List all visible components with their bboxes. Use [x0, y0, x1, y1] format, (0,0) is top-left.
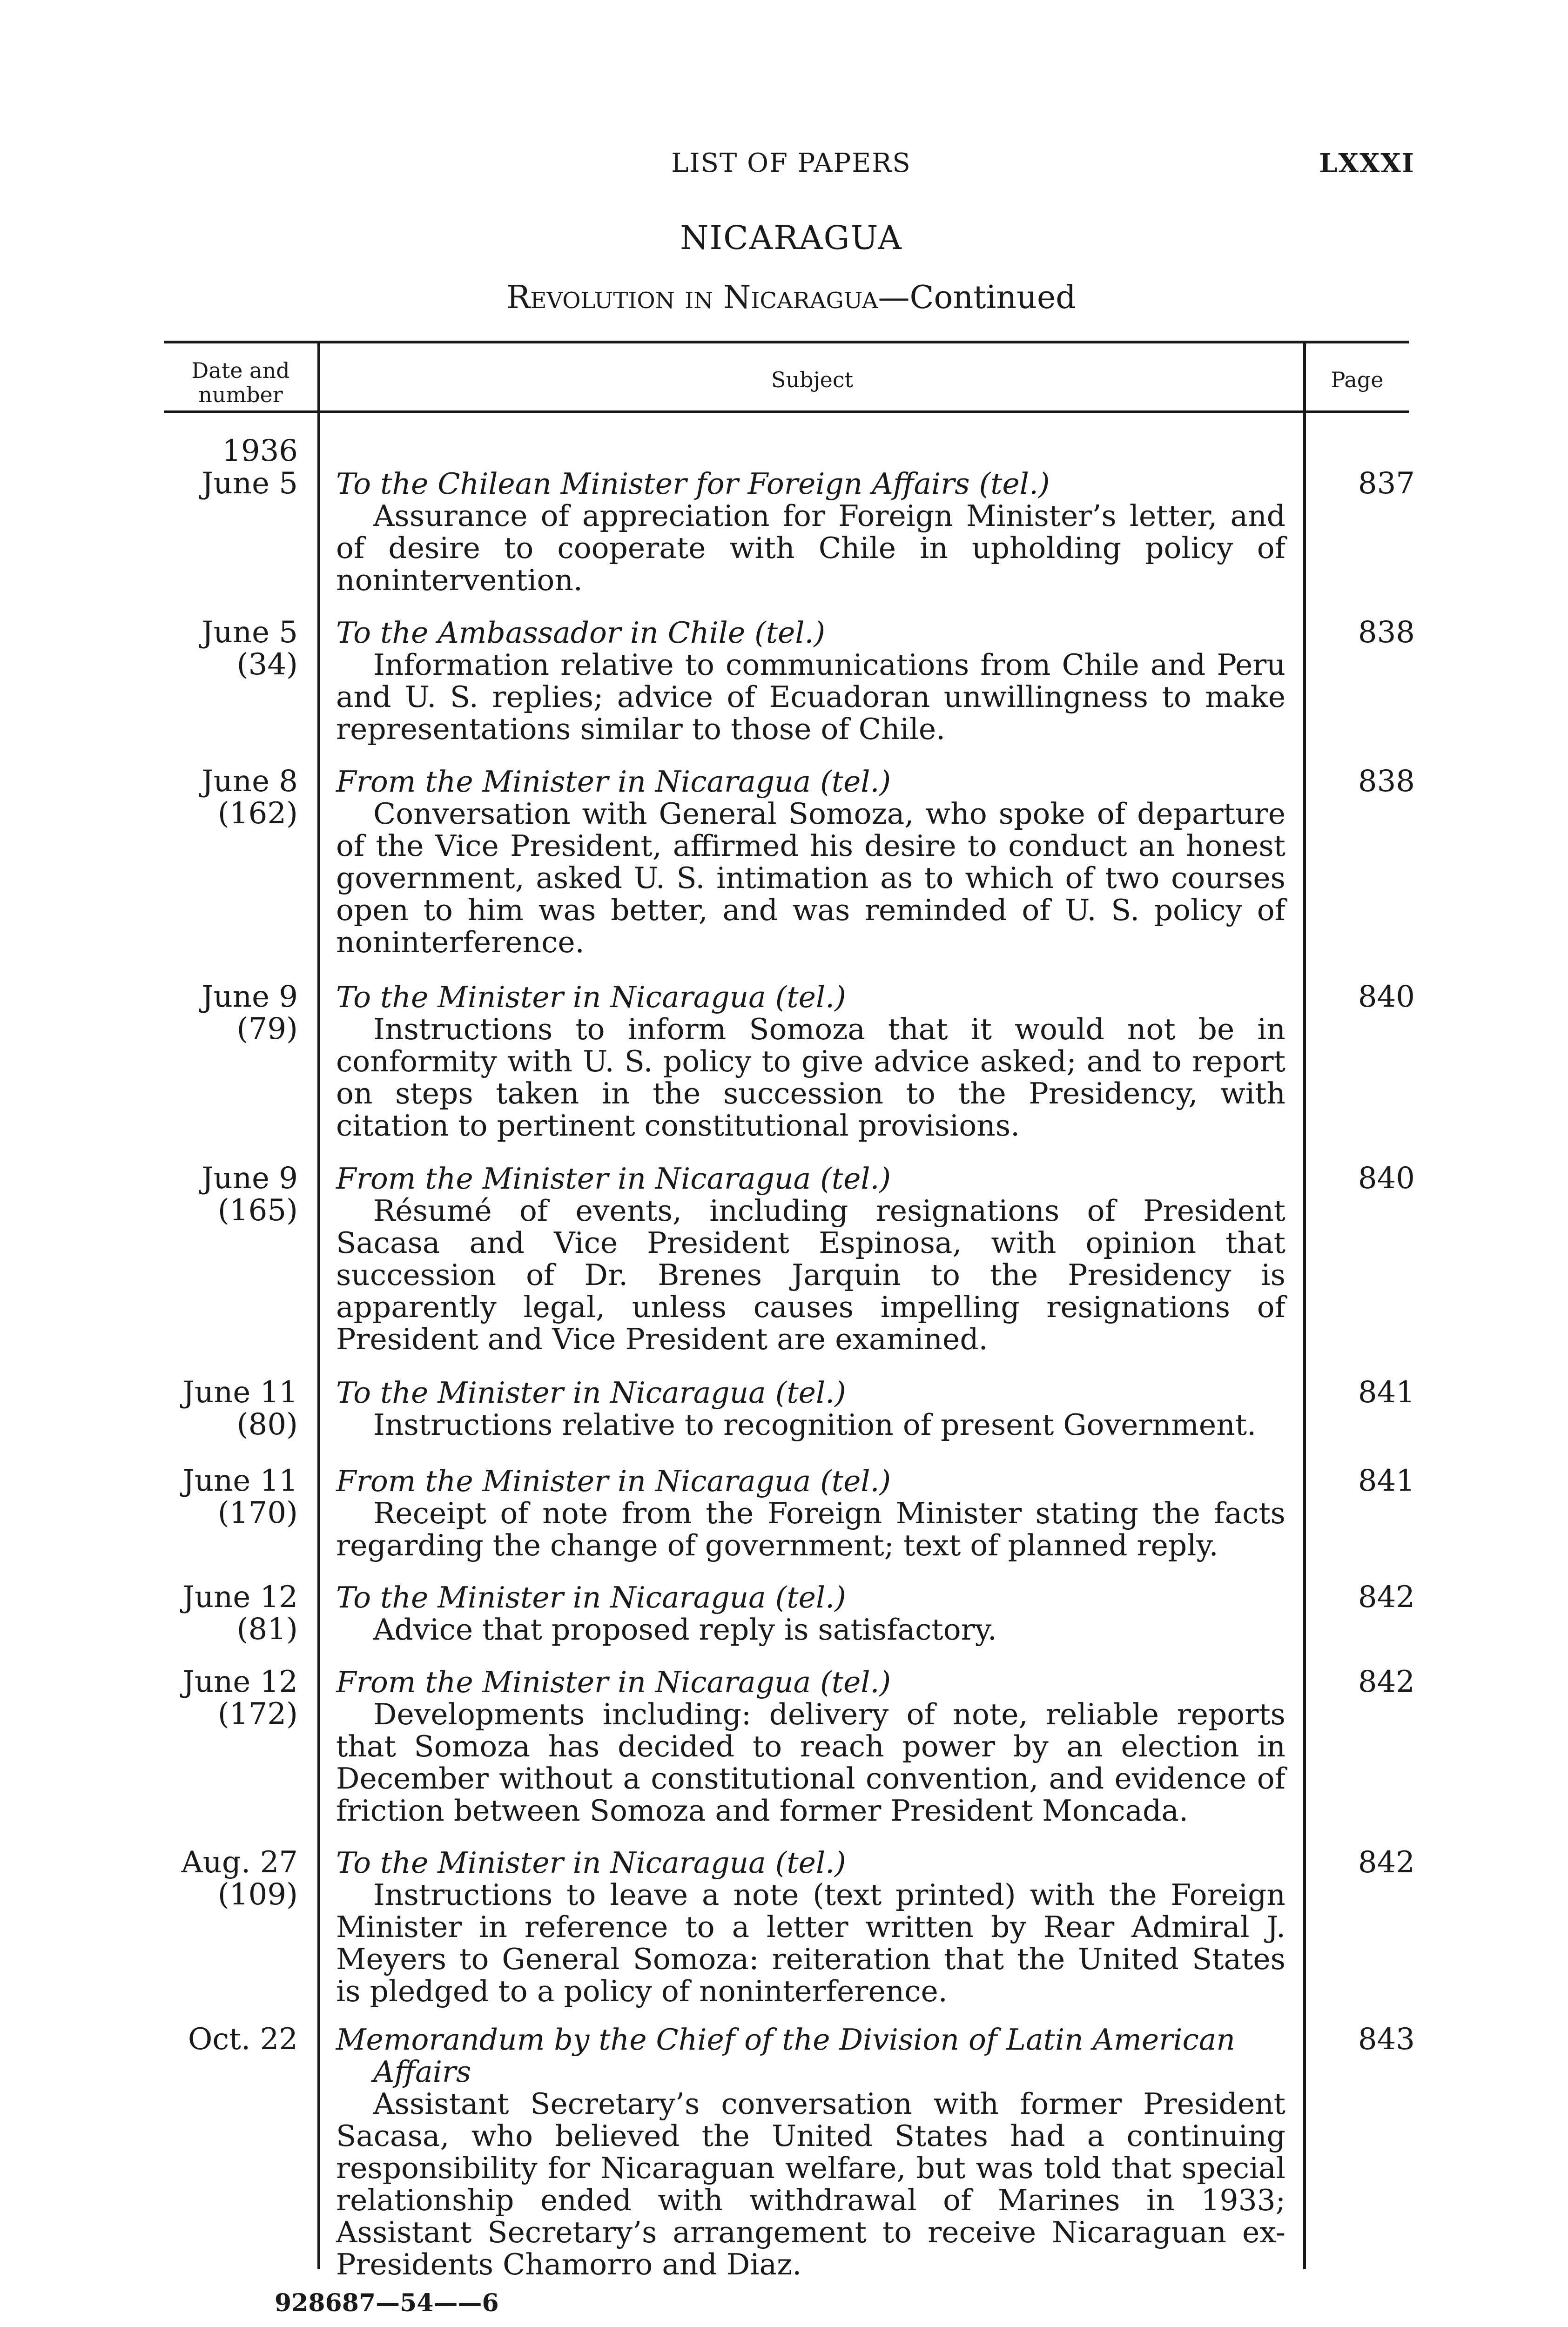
header-bottom-rule: [164, 410, 1409, 413]
entry-description: Instructions to leave a note (text printed) with the Foreign Minister in reference to a letter written by Rear Admiral J. Meyers to General Somoza: reiteration that the United States is pledged to a policy of noninterference.: [336, 1878, 1285, 2008]
entry-description: Assurance of appreciation for Foreign Minister’s letter, and of desire to cooperate with Chile in upholding policy of nonintervention.: [336, 499, 1285, 597]
entry-date-cell: [154, 2024, 298, 2056]
entry-number: (109): [217, 1877, 298, 1912]
entry-date-cell: [154, 468, 298, 500]
entry-title: To the Minister in Nicaragua (tel.): [336, 980, 846, 1014]
entry-date: Oct. 22: [188, 2022, 298, 2057]
date-column-divider: [317, 342, 320, 2269]
entry-date-cell: [154, 1465, 298, 1529]
entry-page: 843: [1358, 2022, 1415, 2057]
entry-page: 837: [1358, 466, 1415, 501]
entry-title: Memorandum by the Chief of the Division of Latin American Affairs: [336, 2023, 1235, 2089]
column-header-date-line1: Date and: [191, 358, 290, 383]
section-title: Revolution in Nicaragua: [506, 279, 878, 316]
entry-subject: [336, 1377, 1285, 1441]
entry-description: Developments including: delivery of note, reliable reports that Somoza has decided to reach power by an election in December without a constitutional convention, and evidence of friction between Somoza and former President Moncada.: [336, 1697, 1285, 1828]
entry-date: June 9: [201, 1161, 298, 1196]
entry-number: (79): [236, 1012, 298, 1046]
entry-date-cell: [154, 766, 298, 830]
entry-page: 842: [1358, 1665, 1415, 1699]
entry-date: June 12: [182, 1665, 298, 1699]
entry-description: Résumé of events, including resignations of President Sacasa and Vice President Espinosa, with opinion that succession of Dr. Brenes Jarquin to the Presidency is apparently legal, unless causes impelling resignations of President and Vice President are examined.: [336, 1194, 1285, 1356]
year-label: 1936: [222, 434, 298, 468]
entry-subject: [336, 1465, 1285, 1561]
entry-subject: [336, 1847, 1285, 2007]
entry-description: Information relative to communications from Chile and Peru and U. S. replies; advice of Ecuadoran unwillingness to make representations similar to those of Chile.: [336, 648, 1285, 746]
entry-page: 840: [1358, 1161, 1415, 1196]
column-header-page: Page: [1331, 367, 1384, 392]
entry-date-cell: [154, 1847, 298, 1911]
entry-date: June 11: [182, 1375, 298, 1410]
entry-number: (81): [236, 1612, 298, 1647]
printer-mark: 928687—54——6: [275, 2289, 499, 2317]
entry-date-cell: [154, 981, 298, 1045]
entry-title: To the Ambassador in Chile (tel.): [336, 616, 826, 650]
entry-description: Advice that proposed reply is satisfactory.: [373, 1613, 997, 1647]
entry-date: June 11: [182, 1464, 298, 1498]
entry-date: June 5: [201, 466, 298, 501]
entry-number: (80): [236, 1407, 298, 1442]
column-header-subject: Subject: [771, 367, 854, 392]
entry-subject: [336, 2024, 1285, 2280]
running-title: LIST OF PAPERS: [671, 148, 911, 178]
entry-description: Conversation with General Somoza, who spoke of departure of the Vice President, affirmed his desire to conduct an honest government, asked U. S. intimation as to which of two courses open to him was better, and was reminded of U. S. policy of noninterference.: [336, 797, 1285, 959]
section-heading: [326, 279, 1257, 316]
entry-description: Receipt of note from the Foreign Minister stating the facts regarding the change of government; text of planned reply.: [336, 1496, 1285, 1562]
entry-title: From the Minister in Nicaragua (tel.): [336, 765, 891, 799]
entry-date: June 5: [201, 615, 298, 650]
entry-number: (172): [217, 1697, 298, 1731]
entry-date-cell: [154, 617, 298, 681]
section-continued: —Continued: [878, 279, 1076, 316]
page-column-divider: [1303, 342, 1306, 2269]
entry-page: 842: [1358, 1845, 1415, 1880]
entry-title: From the Minister in Nicaragua (tel.): [336, 1665, 891, 1699]
entry-date: June 8: [201, 764, 298, 799]
entry-subject: [336, 617, 1285, 745]
entry-title: To the Chilean Minister for Foreign Affairs (tel.): [336, 467, 1050, 501]
entry-page: 841: [1358, 1464, 1415, 1498]
entry-date: June 12: [182, 1580, 298, 1614]
entry-date: Aug. 27: [181, 1845, 298, 1880]
country-heading: NICARAGUA: [680, 219, 902, 257]
column-header-date-line2: number: [198, 382, 283, 407]
entry-date-cell: [154, 1377, 298, 1441]
entry-subject: [336, 1163, 1285, 1355]
entry-number: (170): [217, 1496, 298, 1530]
entry-page: 838: [1358, 615, 1415, 650]
column-header-date: [164, 358, 317, 407]
entry-number: (165): [217, 1193, 298, 1228]
entry-date-cell: [154, 1163, 298, 1227]
entry-title: To the Minister in Nicaragua (tel.): [336, 1580, 846, 1614]
entry-page: 838: [1358, 764, 1415, 799]
entry-description: Instructions relative to recognition of present Government.: [373, 1408, 1257, 1442]
entry-date-cell: [154, 1581, 298, 1646]
entry-number: (34): [236, 647, 298, 682]
entry-title: To the Minister in Nicaragua (tel.): [336, 1846, 846, 1880]
entry-subject: [336, 1581, 1285, 1646]
entry-title: To the Minister in Nicaragua (tel.): [336, 1376, 846, 1410]
entry-page: 841: [1358, 1375, 1415, 1410]
entry-subject: [336, 468, 1285, 596]
entry-title: From the Minister in Nicaragua (tel.): [336, 1464, 891, 1498]
entry-date: June 9: [201, 980, 298, 1014]
entry-title: From the Minister in Nicaragua (tel.): [336, 1162, 891, 1196]
entry-description: Instructions to inform Somoza that it would not be in conformity with U. S. policy to give advice asked; and to report on steps taken in the succession to the Presidency, with citation to pertinent constitutional provisions.: [336, 1012, 1285, 1143]
entry-page: 842: [1358, 1580, 1415, 1614]
entry-subject: [336, 981, 1285, 1142]
entry-description: Assistant Secretary’s conversation with former President Sacasa, who believed the United States had a continuing responsibility for Nicaraguan welfare, but was told that special relationship ended with withdrawal of Marines in 1933; Assistant Secretary’s arrangement to receive Nicaraguan ex-Presidents Chamorro and Diaz.: [336, 2087, 1285, 2281]
entry-page: 840: [1358, 980, 1415, 1014]
entry-subject: [336, 766, 1285, 958]
table-top-rule: [164, 341, 1409, 343]
entry-number: (162): [217, 796, 298, 831]
entry-subject: [336, 1666, 1285, 1827]
folio-number: LXXXI: [1319, 148, 1415, 179]
entry-date-cell: [154, 1666, 298, 1730]
